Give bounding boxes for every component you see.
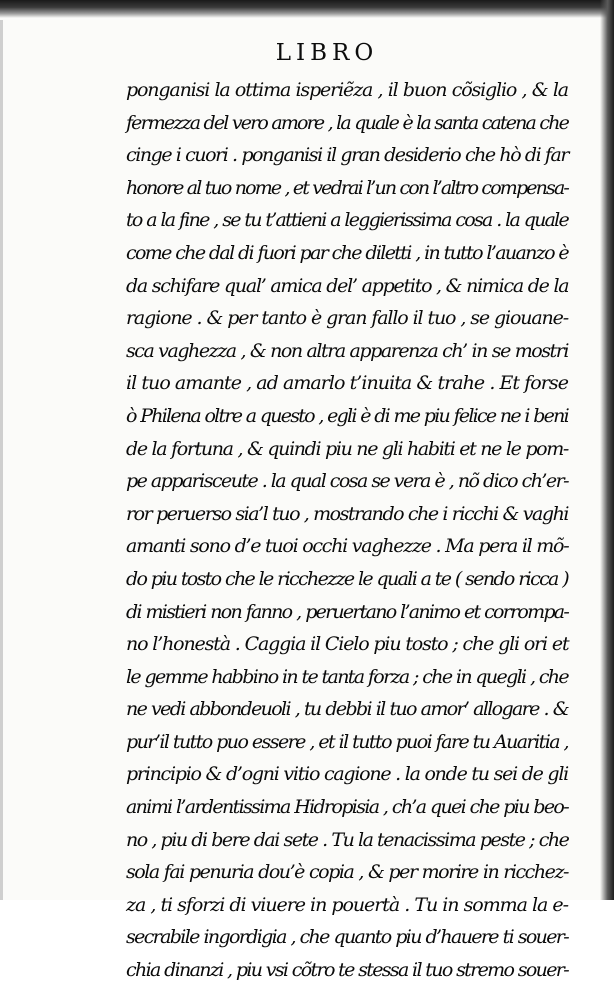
text-line: ragione . & per tanto è gran fallo il tuo , se giouane- [126, 307, 568, 330]
text-line: ò Philena oltre a questo , egli è di me piu felice ne i beni [126, 404, 568, 427]
text-line: no l’honestà . Caggia il Cielo piu tosto ; che gli ori et [126, 633, 569, 656]
text-line: za , ti sforzi di viuere in pouertà . Tu in somma la e- [126, 893, 568, 916]
text-line: ne vedi abbondeuoli , tu debbi il tuo amor’ allogare . & [126, 698, 568, 721]
body-text [126, 74, 568, 987]
text-line: no , piu di bere dai sete . Tu la tenacissima peste ; che [126, 828, 569, 851]
text-line: sca vaghezza , & non altra apparenza ch’ in se mostri [126, 339, 568, 362]
text-line: animi l’ardentissima Hidropisia , ch’a quei che piu beo- [126, 796, 568, 819]
text-line: secrabile ingordigia , che quanto piu d’hauere ti souer- [126, 926, 568, 949]
text-line: il tuo amante , ad amarlo t’inuita & trahe . Et forse [126, 372, 568, 395]
text-line: ror peruerso sia’l tuo , mostrando che i ricchi & vaghi [126, 502, 568, 525]
scan-top-shadow [0, 0, 614, 18]
text-line: le gemme habbino in te tanta forza ; che in quegli , che [126, 665, 568, 688]
scan-left-edge [0, 20, 3, 900]
text-line: do piu tosto che le ricchezze le quali a te ( sendo ricca ) [126, 567, 568, 590]
text-line: de la fortuna , & quindi piu ne gli habiti et ne le pom- [126, 437, 568, 460]
text-line: amanti sono d’e tuoi occhi vaghezze . Ma pera il mõ- [126, 535, 569, 558]
text-line: to a la fine , se tu t’attieni a leggierissima cosa . la quale [126, 209, 568, 232]
text-line: chia dinanzi , piu vsi cõtro te stessa il tuo stremo souer- [126, 959, 568, 982]
text-line: da schifare qual’ amica del’ appetito , & nimica de la [126, 274, 569, 297]
text-line: come che dal di fuori par che diletti , in tutto l’auanzo è [126, 241, 568, 264]
running-head: LIBRO [275, 40, 379, 66]
scan-right-shadow [600, 0, 614, 900]
text-line: honore al tuo nome , et vedrai l’un con l’altro compensa- [126, 176, 568, 199]
text-line: pe apparisceute . la qual cosa se vera è , nõ dico ch’er- [126, 470, 568, 493]
text-line: cinge i cuori . ponganisi il gran desiderio che hò di far [126, 144, 568, 167]
text-line: fermezza del vero amore , la quale è la santa catena che [126, 111, 568, 134]
text-line: ponganisi la ottima isperiẽza , il buon cõsiglio , & la [126, 79, 568, 101]
text-line: principio & d’ogni vitio cagione . la onde tu sei de gli [126, 763, 568, 786]
text-line: sola fai penuria dou’è copia , & per morire in ricchez- [126, 861, 568, 884]
text-line: di mistieri non fanno , peruertano l’animo et corrompa- [126, 600, 568, 623]
text-line: pur’il tutto puo essere , et il tutto puoi fare tu Auaritia , [126, 730, 568, 753]
